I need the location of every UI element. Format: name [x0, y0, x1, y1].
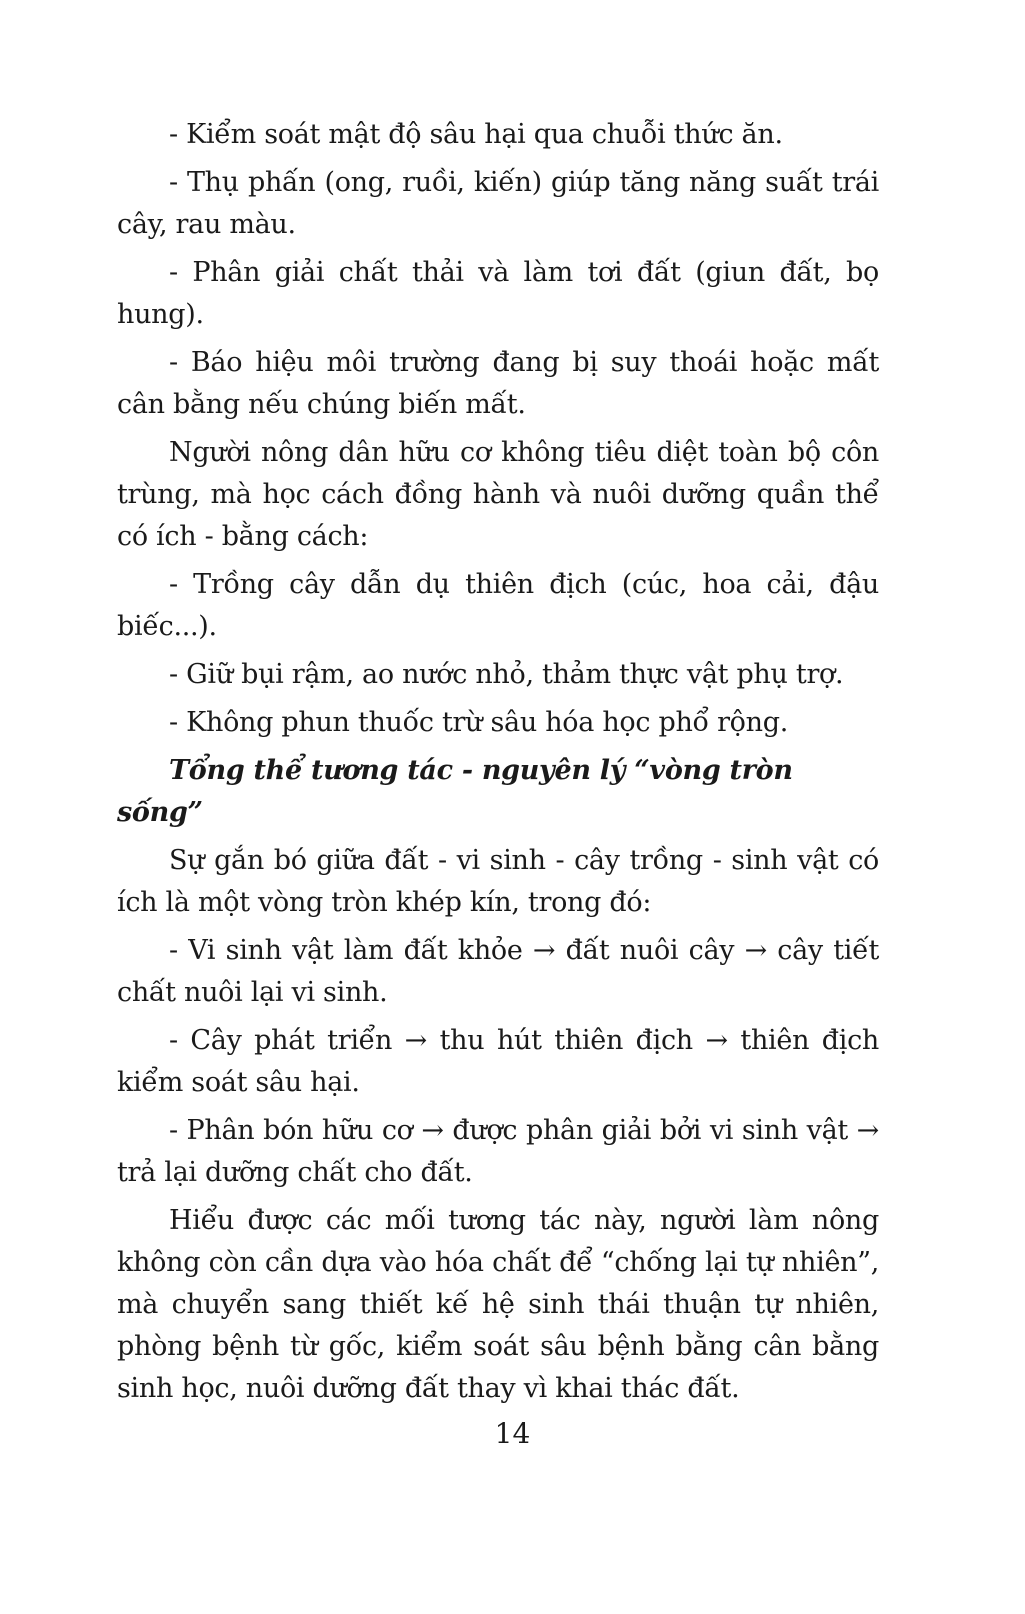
section-heading: Tổng thể tương tác - nguyên lý “vòng tròn sống”: [117, 755, 793, 828]
paragraph: Hiểu được các mối tương tác này, người làm nông không còn cần dựa vào hóa chất để “chống lại tự nhiên”, mà chuyển sang thiết kế hệ sinh thái thuận tự nhiên, phòng bệnh từ gốc, kiểm soát sâu bệnh bằng cân bằng sinh học, nuôi dưỡng đất thay vì khai thác đất.: [117, 1205, 879, 1404]
page-number: 14: [494, 1417, 531, 1450]
list-item: - Phân bón hữu cơ → được phân giải bởi vi sinh vật → trả lại dưỡng chất cho đất.: [117, 1115, 879, 1188]
paragraph: Người nông dân hữu cơ không tiêu diệt toàn bộ côn trùng, mà học cách đồng hành và nuôi dưỡng quần thể có ích - bằng cách:: [117, 437, 879, 552]
list-item: - Cây phát triển → thu hút thiên địch → thiên địch kiểm soát sâu hại.: [117, 1025, 879, 1098]
list-item: - Không phun thuốc trừ sâu hóa học phổ rộng.: [169, 707, 788, 738]
list-item: - Phân giải chất thải và làm tơi đất (giun đất, bọ hung).: [117, 257, 879, 330]
list-item: - Báo hiệu môi trường đang bị suy thoái hoặc mất cân bằng nếu chúng biến mất.: [117, 347, 879, 420]
list-item: - Trồng cây dẫn dụ thiên địch (cúc, hoa cải, đậu biếc...).: [117, 569, 879, 642]
page-body: [117, 114, 879, 1416]
list-item: - Thụ phấn (ong, ruồi, kiến) giúp tăng năng suất trái cây, rau màu.: [117, 167, 879, 240]
list-item: - Giữ bụi rậm, ao nước nhỏ, thảm thực vật phụ trợ.: [169, 659, 844, 690]
list-item: - Kiểm soát mật độ sâu hại qua chuỗi thức ăn.: [169, 119, 783, 150]
list-item: - Vi sinh vật làm đất khỏe → đất nuôi cây → cây tiết chất nuôi lại vi sinh.: [117, 935, 879, 1008]
paragraph: Sự gắn bó giữa đất - vi sinh - cây trồng - sinh vật có ích là một vòng tròn khép kín, trong đó:: [117, 845, 879, 918]
